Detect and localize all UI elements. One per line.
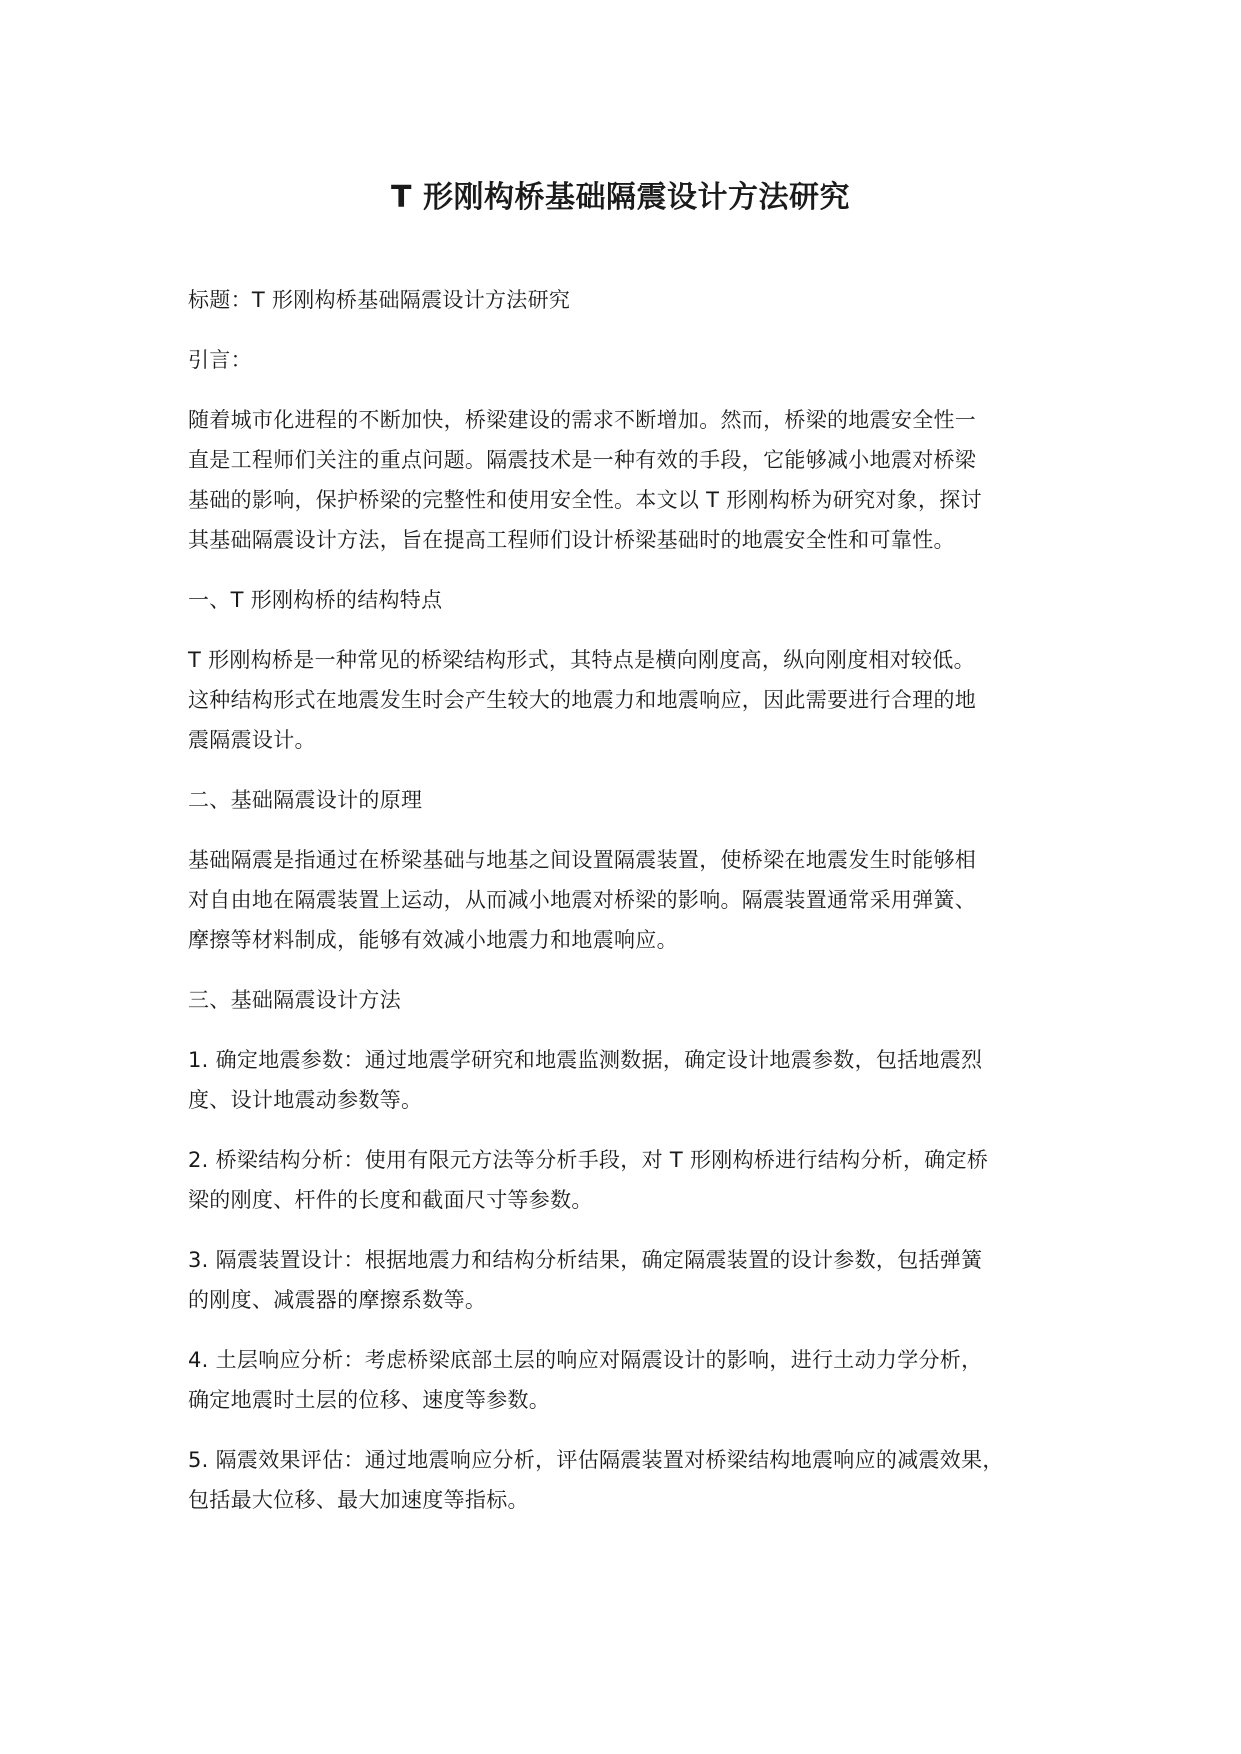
list-item-3 (188, 1240, 1068, 1320)
text-line: 标题：T 形刚构桥基础隔震设计方法研究 (188, 288, 571, 312)
text-line: 这种结构形式在地震发生时会产生较大的地震力和地震响应，因此需要进行合理的地 (188, 688, 977, 712)
document-title: T 形刚构桥基础隔震设计方法研究 (391, 180, 850, 215)
text-line: 2. 桥梁结构分析：使用有限元方法等分析手段，对 T 形刚构桥进行结构分析，确定桥 (188, 1148, 989, 1172)
text-line: 三、基础隔震设计方法 (188, 988, 401, 1012)
text-line: 确定地震时土层的位移、速度等参数。 (188, 1388, 551, 1412)
text-line: 震隔震设计。 (188, 728, 316, 752)
paragraph-section-2 (188, 840, 1068, 960)
document-body (188, 280, 1068, 1540)
paragraph-section-1 (188, 640, 1068, 760)
text-line: T 形刚构桥是一种常见的桥梁结构形式，其特点是横向刚度高，纵向刚度相对较低。 (188, 648, 975, 672)
text-line: 度、设计地震动参数等。 (188, 1088, 423, 1112)
section-heading-1 (188, 580, 1068, 620)
text-line: 的刚度、减震器的摩擦系数等。 (188, 1288, 487, 1312)
text-line: 其基础隔震设计方法，旨在提高工程师们设计桥梁基础时的地震安全性和可靠性。 (188, 528, 955, 552)
text-line: 一、T 形刚构桥的结构特点 (188, 588, 443, 612)
text-line: 随着城市化进程的不断加快，桥梁建设的需求不断增加。然而，桥梁的地震安全性一 (188, 408, 977, 432)
paragraph-heading-label (188, 280, 1068, 320)
text-line: 3. 隔震装置设计：根据地震力和结构分析结果，确定隔震装置的设计参数，包括弹簧 (188, 1248, 983, 1272)
list-item-2 (188, 1140, 1068, 1220)
text-line: 二、基础隔震设计的原理 (188, 788, 423, 812)
text-line: 对自由地在隔震装置上运动，从而减小地震对桥梁的影响。隔震装置通常采用弹簧、 (188, 888, 977, 912)
paragraph-intro (188, 400, 1068, 560)
text-line: 4. 土层响应分析：考虑桥梁底部土层的响应对隔震设计的影响，进行土动力学分析， (188, 1348, 983, 1372)
text-line: 基础的影响，保护桥梁的完整性和使用安全性。本文以 T 形刚构桥为研究对象，探讨 (188, 488, 982, 512)
text-line: 包括最大位移、最大加速度等指标。 (188, 1488, 529, 1512)
text-line: 5. 隔震效果评估：通过地震响应分析，评估隔震装置对桥梁结构地震响应的减震效果， (188, 1448, 1004, 1472)
section-heading-3 (188, 980, 1068, 1020)
list-item-4 (188, 1340, 1068, 1420)
section-heading-2 (188, 780, 1068, 820)
list-item-5 (188, 1440, 1068, 1520)
text-line: 梁的刚度、杆件的长度和截面尺寸等参数。 (188, 1188, 593, 1212)
text-line: 引言： (188, 348, 252, 372)
text-line: 直是工程师们关注的重点问题。隔震技术是一种有效的手段，它能够减小地震对桥梁 (188, 448, 977, 472)
text-line: 摩擦等材料制成，能够有效减小地震力和地震响应。 (188, 928, 678, 952)
text-line: 基础隔震是指通过在桥梁基础与地基之间设置隔震装置，使桥梁在地震发生时能够相 (188, 848, 977, 872)
list-item-1 (188, 1040, 1068, 1120)
text-line: 1. 确定地震参数：通过地震学研究和地震监测数据，确定设计地震参数，包括地震烈 (188, 1048, 983, 1072)
paragraph-intro-label (188, 340, 1068, 380)
